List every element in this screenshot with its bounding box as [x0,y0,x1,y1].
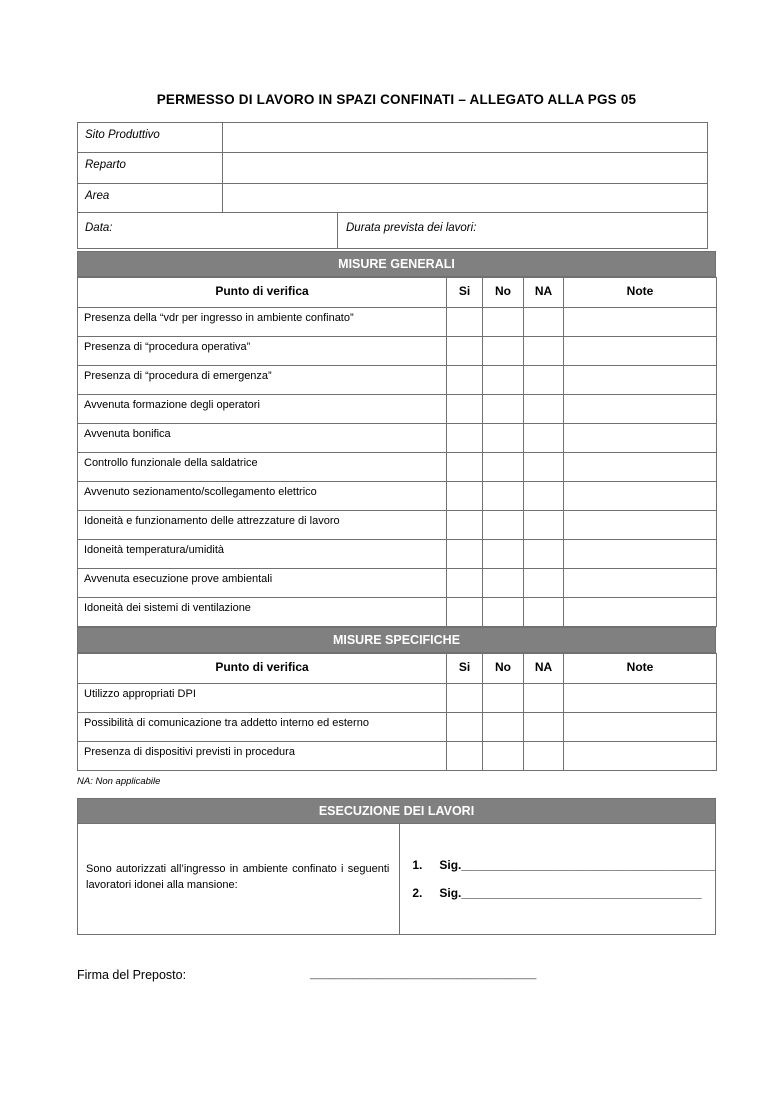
note-cell [564,482,717,511]
table-row [78,684,717,713]
si-cell [447,308,483,337]
table-row [78,742,717,771]
worker-line-1 [412,858,715,872]
si-cell [447,684,483,713]
esecuzione-body [77,824,716,935]
note-cell [564,511,717,540]
si-cell [447,337,483,366]
no-cell [483,424,524,453]
worker-line-2 [412,886,715,900]
table-row [78,395,717,424]
misure-generali-table [77,277,717,627]
check-item-label: Avvenuto sezionamento/scollegamento elettrico [78,482,447,511]
misure-specifiche-table [77,653,717,771]
note-cell [564,598,717,627]
col-si: Si [447,278,483,308]
check-item-label: Idoneità temperatura/umidità [78,540,447,569]
si-cell [447,569,483,598]
check-item-label: Utilizzo appropriati DPI [78,684,447,713]
note-cell [564,684,717,713]
check-item-label: Avvenuta esecuzione prove ambientali [78,569,447,598]
sig-label: Sig. [439,886,462,900]
no-cell [483,308,524,337]
sito-produttivo-label: Sito Produttivo [78,123,223,152]
reparto-value [223,153,707,183]
no-cell [483,684,524,713]
firma-blank-line: _____________________________________ [310,968,537,980]
worker-number: 2. [412,886,423,900]
na-footnote: NA: Non applicabile [77,776,161,787]
esecuzione-section [77,798,716,935]
no-cell [483,569,524,598]
signature-blank-line: ____________________________________ [461,886,702,900]
check-item-label: Avvenuta formazione degli operatori [78,395,447,424]
na-cell [524,453,564,482]
na-cell [524,424,564,453]
sig-label: Sig. [439,858,462,872]
si-cell [447,511,483,540]
na-cell [524,742,564,771]
si-cell [447,742,483,771]
note-cell [564,453,717,482]
na-cell [524,511,564,540]
note-cell [564,366,717,395]
si-cell [447,395,483,424]
si-cell [447,482,483,511]
no-cell [483,598,524,627]
firma-preposto-row [77,968,716,982]
col-note: Note [564,278,717,308]
permit-form-page [77,92,716,982]
check-item-label: Presenza di “procedura operativa” [78,337,447,366]
na-cell [524,366,564,395]
table-row [78,540,717,569]
check-item-label: Presenza della “vdr per ingresso in ambiente confinato” [78,308,447,337]
table-row [78,424,717,453]
sito-produttivo-value [223,123,707,152]
note-cell [564,713,717,742]
na-cell [524,569,564,598]
check-item-label: Idoneità dei sistemi di ventilazione [78,598,447,627]
col-no: No [483,654,524,684]
na-cell [524,395,564,424]
authorization-text: Sono autorizzati all’ingresso in ambiente confinato i seguenti lavoratori idonei alla mansione: [78,824,400,934]
info-row-area [78,184,707,213]
si-cell [447,366,483,395]
table-row [78,569,717,598]
no-cell [483,713,524,742]
check-item-label: Idoneità e funzionamento delle attrezzature di lavoro [78,511,447,540]
worker-number: 1. [412,858,423,872]
note-cell [564,540,717,569]
table-row [78,308,717,337]
site-info-table [77,122,708,249]
page-title: PERMESSO DI LAVORO IN SPAZI CONFINATI – ALLEGATO ALLA PGS 05 [156,92,637,107]
check-item-label: Presenza di “procedura di emergenza” [78,366,447,395]
table-row [78,511,717,540]
col-punto-di-verifica: Punto di verifica [78,278,447,308]
table-row [78,366,717,395]
reparto-label: Reparto [78,153,223,183]
col-punto-di-verifica: Punto di verifica [78,654,447,684]
table-row [78,482,717,511]
note-cell [564,337,717,366]
table-row [78,713,717,742]
si-cell [447,598,483,627]
info-row-reparto [78,153,707,184]
firma-preposto-label: Firma del Preposto: [77,968,187,982]
table-row [78,453,717,482]
no-cell [483,453,524,482]
area-label: Area [78,184,223,212]
table-header-row [78,278,717,308]
note-cell [564,395,717,424]
no-cell [483,482,524,511]
section-header-esecuzione: ESECUZIONE DEI LAVORI [77,798,716,824]
area-value [223,184,707,212]
na-cell [524,482,564,511]
col-na: NA [524,278,564,308]
no-cell [483,395,524,424]
no-cell [483,366,524,395]
na-cell [524,598,564,627]
si-cell [447,540,483,569]
na-cell [524,337,564,366]
si-cell [447,713,483,742]
table-header-row [78,654,717,684]
col-no: No [483,278,524,308]
na-cell [524,684,564,713]
note-cell [564,569,717,598]
info-row-data [78,213,707,248]
no-cell [483,337,524,366]
section-header-misure-specifiche: MISURE SPECIFICHE [77,627,716,653]
durata-label: Durata prevista dei lavori: [346,222,477,234]
note-cell [564,424,717,453]
si-cell [447,424,483,453]
section-header-misure-generali: MISURE GENERALI [77,251,716,277]
note-cell [564,742,717,771]
na-cell [524,540,564,569]
no-cell [483,540,524,569]
col-na: NA [524,654,564,684]
check-item-label: Presenza di dispositivi previsti in procedura [78,742,447,771]
signature-blank-line: ______________________________________ [461,858,715,872]
check-item-label: Possibilità di comunicazione tra addetto interno ed esterno [78,713,447,742]
col-note: Note [564,654,717,684]
no-cell [483,511,524,540]
na-cell [524,713,564,742]
data-label: Data: [78,213,338,248]
table-row [78,598,717,627]
si-cell [447,453,483,482]
check-item-label: Controllo funzionale della saldatrice [78,453,447,482]
no-cell [483,742,524,771]
table-row [78,337,717,366]
check-item-label: Avvenuta bonifica [78,424,447,453]
note-cell [564,308,717,337]
col-si: Si [447,654,483,684]
na-cell [524,308,564,337]
workers-list [400,824,715,934]
info-row-sito [78,123,707,153]
